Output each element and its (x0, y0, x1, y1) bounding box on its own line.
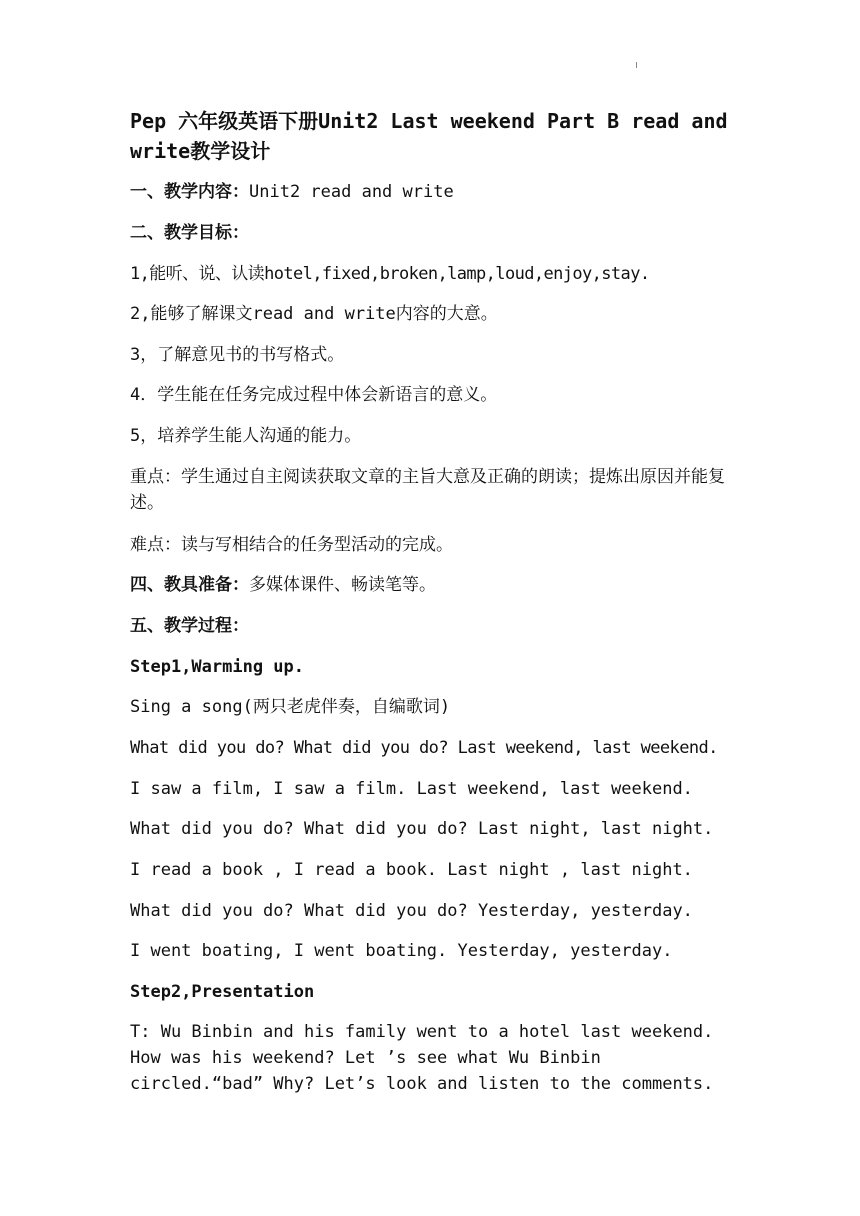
goal-item-2: 2,能够了解课文read and write内容的大意。 (130, 304, 498, 324)
key-point: 重点：学生通过自主阅读获取文章的主旨大意及正确的朗读；提炼出原因并能复述。 (130, 467, 725, 513)
page-mark (636, 62, 637, 68)
lyric-line-3: What did you do? What did you do? Last night, last night. (130, 819, 714, 839)
section-teaching-content (130, 179, 730, 205)
section-teaching-goals: 二、教学目标： (130, 223, 249, 243)
lyric-line-1: What did you do? What did you do? Last weekend, last weekend. (130, 738, 718, 758)
lyric-line-4: I read a book , I read a book. Last night , last night. (130, 860, 693, 880)
section-teaching-process: 五、教学过程： (130, 616, 249, 636)
document-title: Pep 六年级英语下册Unit2 Last weekend Part B read and write教学设计 (130, 109, 728, 163)
goal-item-1: 1,能听、说、认读hotel,fixed,broken,lamp,loud,enjoy,stay. (130, 264, 650, 284)
section-label: 一、教学内容： (130, 182, 249, 202)
section-label: 四、教具准备： (130, 575, 249, 595)
presentation-paragraph: T: Wu Binbin and his family went to a hotel last weekend. How was his weekend? Let ’s see what Wu Binbin circled.“bad” Why? Let’s look and listen to the comments. (130, 1022, 714, 1094)
lyric-line-6: I went boating, I went boating. Yesterday, yesterday. (130, 941, 673, 961)
lyric-line-2: I saw a film, I saw a film. Last weekend, last weekend. (130, 779, 693, 799)
step2-heading: Step2,Presentation (130, 982, 315, 1002)
lyric-line-5: What did you do? What did you do? Yesterday, yesterday. (130, 901, 693, 921)
goal-item-3: 3，了解意见书的书写格式。 (130, 345, 345, 365)
goal-item-4: 4．学生能在任务完成过程中体会新语言的意义。 (130, 385, 498, 405)
goal-item-5: 5，培养学生能人沟通的能力。 (130, 426, 362, 446)
difficulty-point: 难点：读与写相结合的任务型活动的完成。 (130, 535, 453, 555)
step1-heading: Step1,Warming up. (130, 657, 304, 677)
section-text: 多媒体课件、畅读笔等。 (249, 575, 436, 595)
section-text: Unit2 read and write (249, 182, 454, 202)
song-intro: Sing a song(两只老虎伴奏，自编歌词) (130, 697, 451, 717)
section-teaching-aids (130, 572, 730, 598)
